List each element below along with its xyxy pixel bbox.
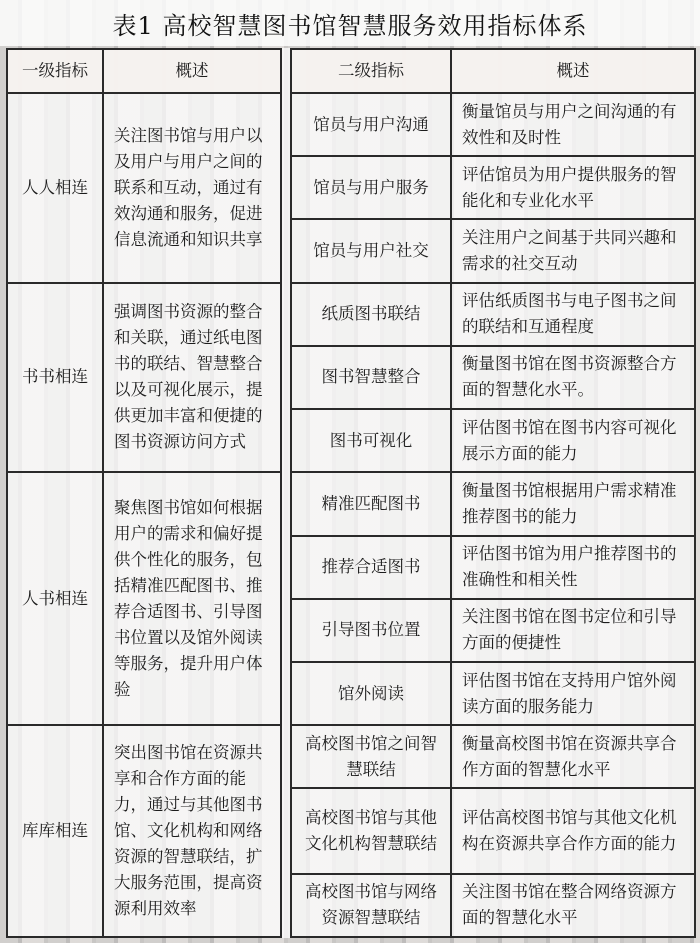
column-gap <box>281 93 291 283</box>
level2-desc: 关注图书馆在图书定位和引导方面的便捷性 <box>451 599 695 662</box>
table-row <box>7 725 695 788</box>
column-gap <box>281 283 291 473</box>
table-row <box>7 472 695 535</box>
level2-cell: 图书智慧整合 <box>291 346 451 409</box>
level2-desc: 衡量高校图书馆在资源共享合作方面的智慧化水平 <box>451 725 695 788</box>
level2-cell: 精准匹配图书 <box>291 472 451 535</box>
level2-cell: 高校图书馆与网络资源智慧联结 <box>291 874 451 937</box>
column-gap <box>281 472 291 725</box>
header-overview2: 概述 <box>451 49 695 93</box>
indicator-table <box>6 48 696 938</box>
level2-cell: 纸质图书联结 <box>291 283 451 346</box>
level2-cell: 引导图书位置 <box>291 599 451 662</box>
table-row <box>7 93 695 156</box>
level1-cell: 库库相连 <box>7 725 103 937</box>
table-row <box>7 283 695 346</box>
header-level1: 一级指标 <box>7 49 103 93</box>
column-gap <box>281 725 291 937</box>
level2-desc: 关注用户之间基于共同兴趣和需求的社交互动 <box>451 219 695 282</box>
level2-desc: 评估图书馆为用户推荐图书的准确性和相关性 <box>451 536 695 599</box>
level2-desc: 衡量图书馆根据用户需求精准推荐图书的能力 <box>451 472 695 535</box>
table-title: 表1 高校智慧图书馆智慧服务效用指标体系 <box>0 0 700 46</box>
level2-cell: 馆员与用户服务 <box>291 156 451 219</box>
level2-cell: 推荐合适图书 <box>291 536 451 599</box>
level1-overview: 聚焦图书馆如何根据用户的需求和偏好提供个性化的服务，包括精准匹配图书、推荐合适图书、引导图书位置以及馆外阅读等服务，提升用户体验 <box>103 472 281 725</box>
header-overview1: 概述 <box>103 49 281 93</box>
level2-desc: 评估高校图书馆与其他文化机构在资源共享合作方面的能力 <box>451 788 695 873</box>
header-row <box>7 49 695 93</box>
level2-desc: 关注图书馆在整合网络资源方面的智慧化水平 <box>451 874 695 937</box>
level1-cell: 人书相连 <box>7 472 103 725</box>
level1-cell: 书书相连 <box>7 283 103 473</box>
level2-cell: 图书可视化 <box>291 409 451 472</box>
column-gap <box>281 49 291 93</box>
header-level2: 二级指标 <box>291 49 451 93</box>
level2-desc: 衡量馆员与用户之间沟通的有效性和及时性 <box>451 93 695 156</box>
level2-cell: 馆外阅读 <box>291 662 451 725</box>
level1-overview: 突出图书馆在资源共享和合作方面的能力，通过与其他图书馆、文化机构和网络资源的智慧联结，扩大服务范围，提高资源利用效率 <box>103 725 281 937</box>
level1-overview: 关注图书馆与用户以及用户与用户之间的联系和互动，通过有效沟通和服务，促进信息流通和知识共享 <box>103 93 281 283</box>
level2-cell: 高校图书馆之间智慧联结 <box>291 725 451 788</box>
level2-desc: 评估图书馆在图书内容可视化展示方面的能力 <box>451 409 695 472</box>
level2-cell: 馆员与用户社交 <box>291 219 451 282</box>
level2-desc: 衡量图书馆在图书资源整合方面的智慧化水平。 <box>451 346 695 409</box>
level2-desc: 评估馆员为用户提供服务的智能化和专业化水平 <box>451 156 695 219</box>
level2-cell: 高校图书馆与其他文化机构智慧联结 <box>291 788 451 873</box>
level1-overview: 强调图书资源的整合和关联，通过纸电图书的联结、智慧整合以及可视化展示，提供更加丰富和便捷的图书资源访问方式 <box>103 283 281 473</box>
level2-desc: 评估纸质图书与电子图书之间的联结和互通程度 <box>451 283 695 346</box>
level1-cell: 人人相连 <box>7 93 103 283</box>
level2-cell: 馆员与用户沟通 <box>291 93 451 156</box>
level2-desc: 评估图书馆在支持用户馆外阅读方面的服务能力 <box>451 662 695 725</box>
